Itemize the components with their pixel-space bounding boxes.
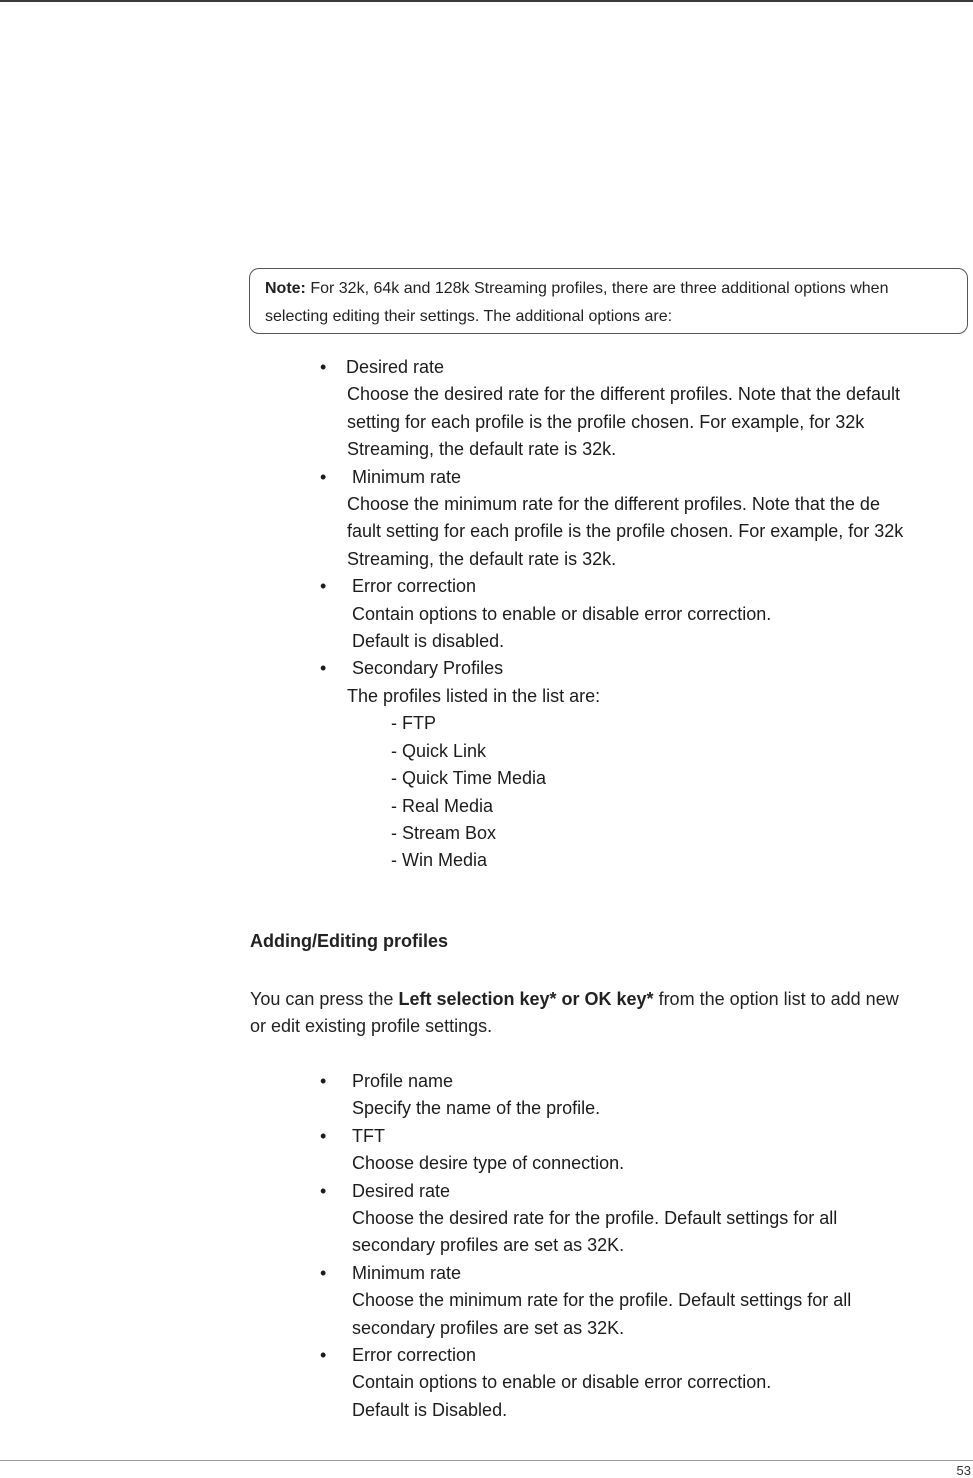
- list-item: [0, 464, 973, 574]
- bullet-icon: •: [320, 1262, 327, 1283]
- field-title: Profile name: [352, 1071, 454, 1091]
- field-title: Minimum rate: [352, 1262, 462, 1283]
- list-item: - Real Media: [391, 795, 494, 816]
- field-desc: secondary profiles are set as 32K.: [352, 1235, 625, 1256]
- list-item: - Win Media: [391, 850, 488, 871]
- streaming-options-section: [0, 354, 973, 875]
- option-desc: fault setting for each profile is the profile chosen. For example, for 32k: [347, 521, 904, 542]
- list-item: [0, 1260, 973, 1342]
- list-item: - Stream Box: [391, 822, 497, 843]
- field-desc: secondary profiles are set as 32K.: [352, 1317, 625, 1338]
- option-desc: The profiles listed in the list are:: [347, 685, 601, 706]
- profile-fields-list: [0, 1068, 973, 1424]
- list-item: [0, 1068, 973, 1123]
- profile-fields-section: [0, 1068, 973, 1424]
- field-title: Error correction: [352, 1345, 477, 1366]
- option-desc: Choose the desired rate for the different profiles. Note that the default: [347, 384, 901, 405]
- option-title: Error correction: [352, 576, 477, 597]
- list-item: - Quick Link: [391, 740, 487, 761]
- note-label: Note:: [265, 280, 306, 297]
- intro-line-2: or edit existing profile settings.: [250, 1016, 493, 1036]
- list-item: [0, 1342, 973, 1424]
- field-desc: Choose the desired rate for the profile. Default settings for all: [352, 1208, 838, 1229]
- list-item: [0, 655, 973, 710]
- list-item: [0, 1178, 973, 1260]
- field-desc: Specify the name of the profile.: [352, 1098, 601, 1119]
- option-desc: setting for each profile is the profile chosen. For example, for 32k: [347, 411, 865, 432]
- bullet-icon: •: [320, 1180, 327, 1201]
- note-line-1: [265, 275, 959, 303]
- list-item: - FTP: [391, 713, 436, 734]
- bullet-icon: •: [320, 1071, 327, 1091]
- bullet-icon: •: [320, 1125, 327, 1146]
- field-desc: Choose the minimum rate for the profile. Default settings for all: [352, 1290, 852, 1311]
- intro-text: You can press the: [250, 989, 399, 1009]
- option-desc: Streaming, the default rate is 32k.: [347, 548, 617, 569]
- option-desc: Choose the minimum rate for the different profiles. Note that the de: [347, 494, 880, 515]
- list-item: [0, 354, 973, 464]
- option-title: Desired rate: [346, 357, 445, 377]
- list-item: [0, 1123, 973, 1178]
- option-title: Minimum rate: [352, 466, 462, 487]
- option-desc: Default is disabled.: [352, 631, 505, 652]
- note-line-2: selecting editing their settings. The additional options are:: [265, 308, 673, 325]
- note-text-1: For 32k, 64k and 128k Streaming profiles, there are three additional options when: [305, 280, 889, 297]
- bullet-icon: •: [320, 658, 327, 679]
- field-title: TFT: [352, 1125, 385, 1146]
- bullet-icon: •: [320, 466, 327, 487]
- note-box: [249, 268, 968, 334]
- intro-text: from the option list to add new: [653, 989, 899, 1009]
- option-desc: Contain options to enable or disable error correction.: [352, 603, 772, 624]
- top-rule: [0, 0, 973, 2]
- bullet-icon: •: [320, 576, 327, 597]
- intro-bold-text: Left selection key* or OK key*: [398, 989, 654, 1009]
- list-item: [0, 573, 973, 655]
- bullet-icon: •: [320, 357, 327, 377]
- section-heading: Adding/Editing profiles: [250, 931, 448, 951]
- option-desc: Streaming, the default rate is 32k.: [347, 439, 617, 460]
- field-title: Desired rate: [352, 1180, 451, 1201]
- streaming-options-list: [0, 354, 973, 710]
- bullet-icon: •: [320, 1345, 327, 1366]
- field-desc: Contain options to enable or disable error correction.: [352, 1372, 772, 1393]
- secondary-profiles-list: [0, 710, 973, 874]
- option-title: Secondary Profiles: [352, 658, 504, 679]
- field-desc: Default is Disabled.: [352, 1399, 508, 1420]
- intro-paragraph: [250, 986, 970, 1040]
- footer-rule: [0, 1460, 973, 1461]
- intro-line-1: [250, 986, 970, 1013]
- page-number: 53: [956, 1463, 971, 1478]
- field-desc: Choose desire type of connection.: [352, 1153, 625, 1174]
- list-item: - Quick Time Media: [391, 768, 547, 789]
